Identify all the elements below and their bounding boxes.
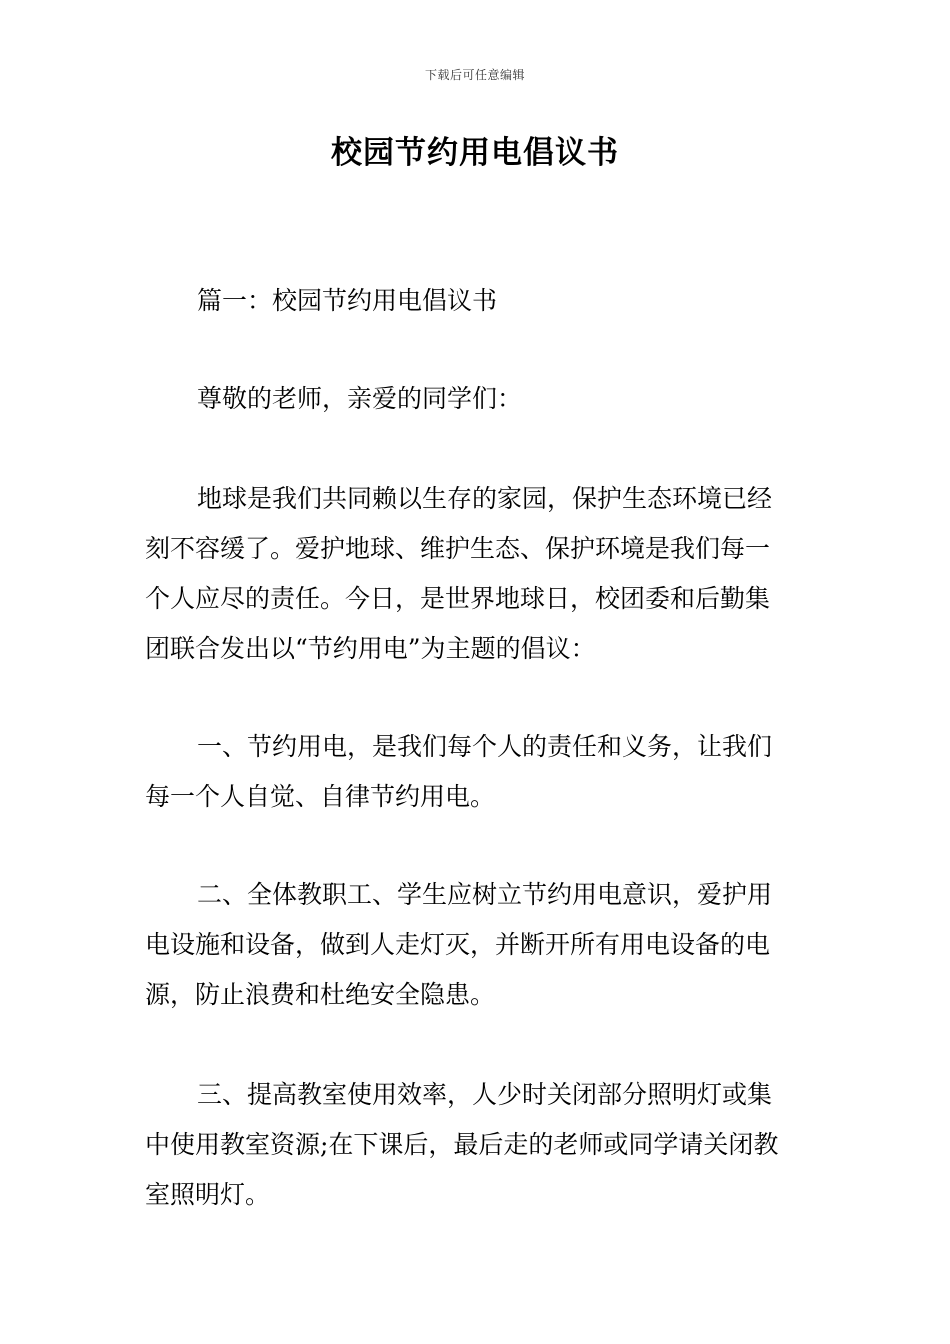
paragraph-line: 地球是我们共同赖以生存的家园，保护生态环境已经 <box>197 484 773 513</box>
paragraph-line: 每一个人自觉、自律节约用电。 <box>145 782 496 811</box>
paragraph-line: 个人应尽的责任。今日，是世界地球日，校团委和后勤集 <box>145 584 771 613</box>
paragraph-line: 三、提高教室使用效率，人少时关闭部分照明灯或集 <box>197 1080 773 1109</box>
paragraph-line: 一、节约用电，是我们每个人的责任和义务，让我们 <box>197 732 773 761</box>
paragraph-line: 源，防止浪费和杜绝安全隐患。 <box>145 980 496 1009</box>
section-heading-text: 篇一：校园节约用电倡议书 <box>197 286 498 315</box>
header-note: 下载后可任意编辑 <box>424 68 525 82</box>
paragraph-line: 刻不容缓了。爱护地球、维护生态、保护环境是我们每一 <box>145 534 771 563</box>
paragraph-line: 二、全体教职工、学生应树立节约用电意识，爱护用 <box>197 880 773 909</box>
paragraph-line: 电设施和设备，做到人走灯灭，并断开所有用电设备的电 <box>145 930 771 959</box>
item-3-paragraph <box>145 1070 810 1220</box>
paragraph-line: 中使用教室资源;在下课后，最后走的老师或同学请关闭教 <box>145 1130 779 1159</box>
paragraph-line: 室照明灯。 <box>145 1180 271 1209</box>
paragraph-line: 团联合发出以“节约用电”为主题的倡议： <box>145 634 596 663</box>
intro-paragraph <box>145 474 810 674</box>
item-2-paragraph <box>145 870 810 1020</box>
salutation <box>145 374 810 424</box>
salutation-text: 尊敬的老师，亲爱的同学们： <box>197 384 523 413</box>
document-title: 校园节约用电倡议书 <box>331 135 619 171</box>
section-heading <box>145 276 810 326</box>
item-1-paragraph <box>145 722 810 822</box>
